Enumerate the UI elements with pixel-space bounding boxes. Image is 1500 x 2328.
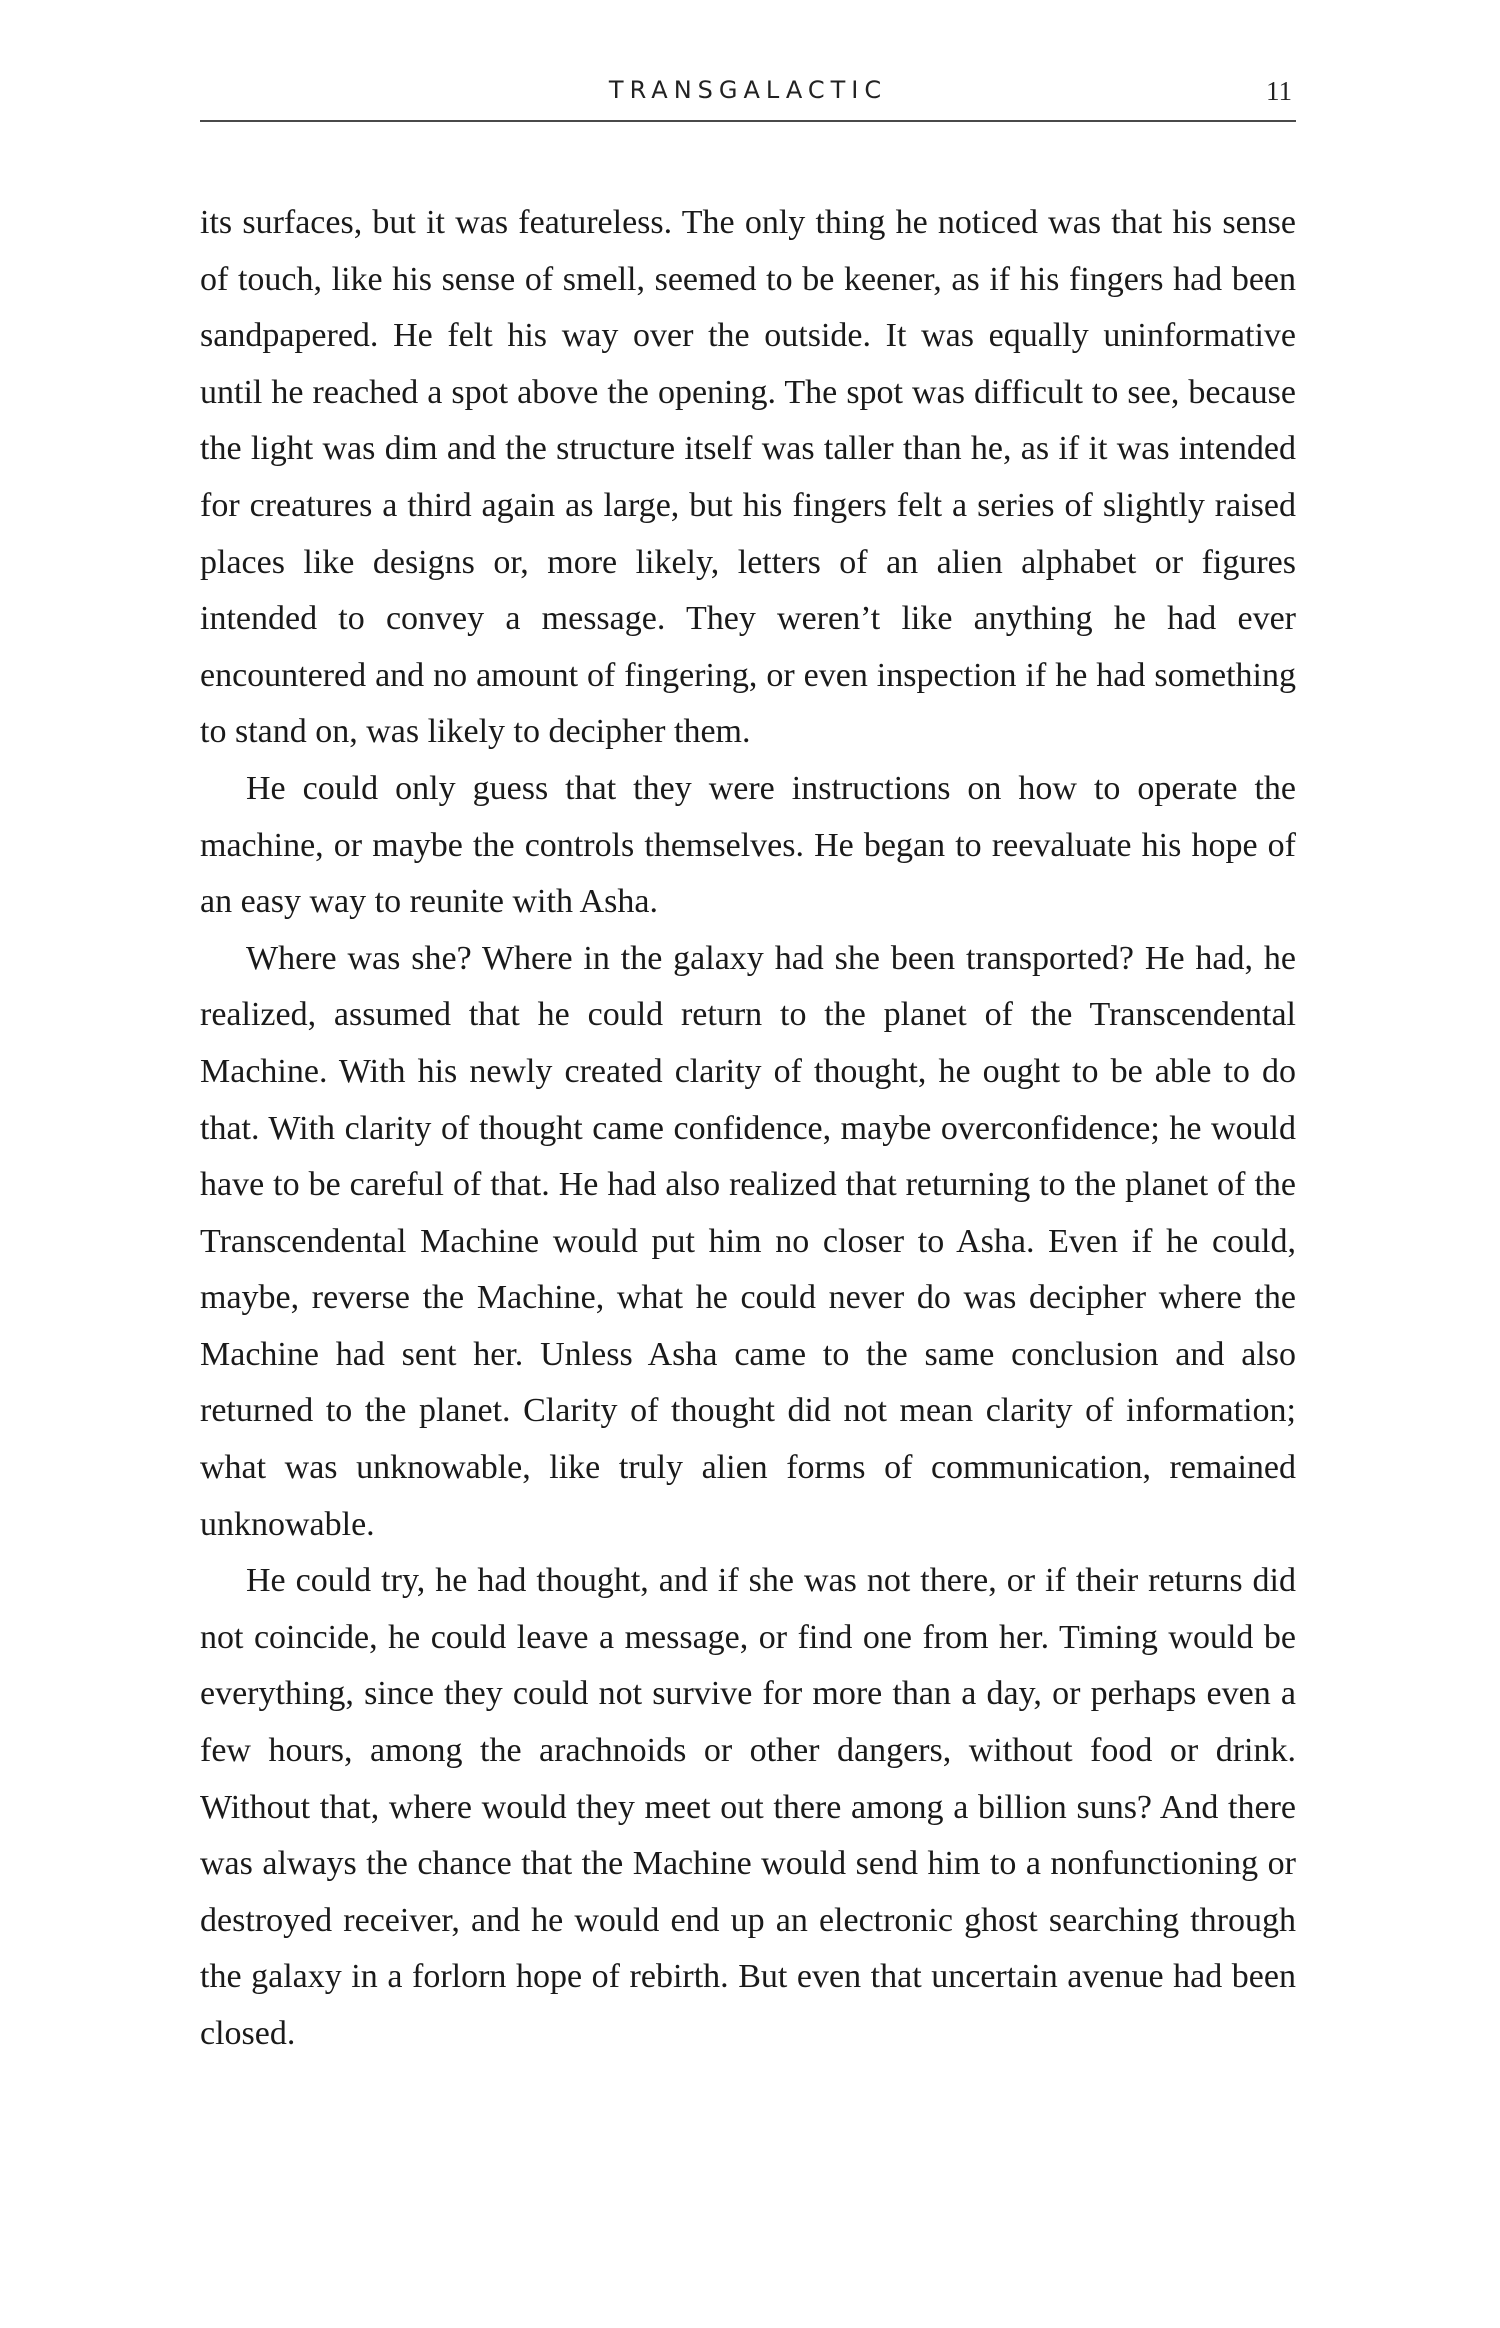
header-rule — [200, 120, 1296, 122]
paragraph: its surfaces, but it was featureless. The only thing he noticed was that his sense of touch, like his sense of smell, seemed to be keener, as if his fingers had been sandpapered. He felt his way over the outside. It was equally uninformative until he reached a spot above the opening. The spot was difficult to see, because the light was dim and the structure itself was taller than he, as if it was intended for creatures a third again as large, but his fingers felt a series of slightly raised places like designs or, more likely, letters of an alien alphabet or figures intended to convey a message. They weren’t like anything he had ever encountered and no amount of fingering, or even inspection if he had something to stand on, was likely to decipher them. — [200, 204, 1296, 751]
running-head — [200, 72, 1296, 122]
running-title: TRANSGALACTIC — [608, 76, 888, 104]
page-number: 11 — [1266, 76, 1292, 106]
paragraph: He could try, he had thought, and if she was not there, or if their returns did not coincide, he could leave a message, or find one from her. Timing would be everything, since they could not survive for more than a day, or perhaps even a few hours, among the arachnoids or other dangers, without food or drink. Without that, where would they meet out there among a billion suns? And there was always the chance that the Machine would send him to a nonfunctioning or destroyed receiver, and he would end up an electronic ghost searching through the galaxy in a forlorn hope of rebirth. But even that uncertain avenue had been closed. — [200, 1562, 1296, 2052]
paragraph: Where was she? Where in the galaxy had she been transported? He had, he realized, assumed that he could return to the planet of the Transcendental Machine. With his newly created clarity of thought, he ought to be able to do that. With clarity of thought came confidence, maybe overconfidence; he would have to be careful of that. He had also realized that returning to the planet of the Transcendental Machine would put him no closer to Asha. Even if he could, maybe, reverse the Machine, what he could never do was decipher where the Machine had sent her. Unless Asha came to the same conclusion and also returned to the planet. Clarity of thought did not mean clarity of information; what was unknowable, like truly alien forms of communication, remained unknowable. — [200, 939, 1296, 1543]
paragraph: He could only guess that they were instructions on how to operate the machine, or maybe the controls themselves. He began to reevaluate his hope of an easy way to reunite with Asha. — [200, 769, 1296, 921]
body-text — [200, 195, 1296, 2063]
